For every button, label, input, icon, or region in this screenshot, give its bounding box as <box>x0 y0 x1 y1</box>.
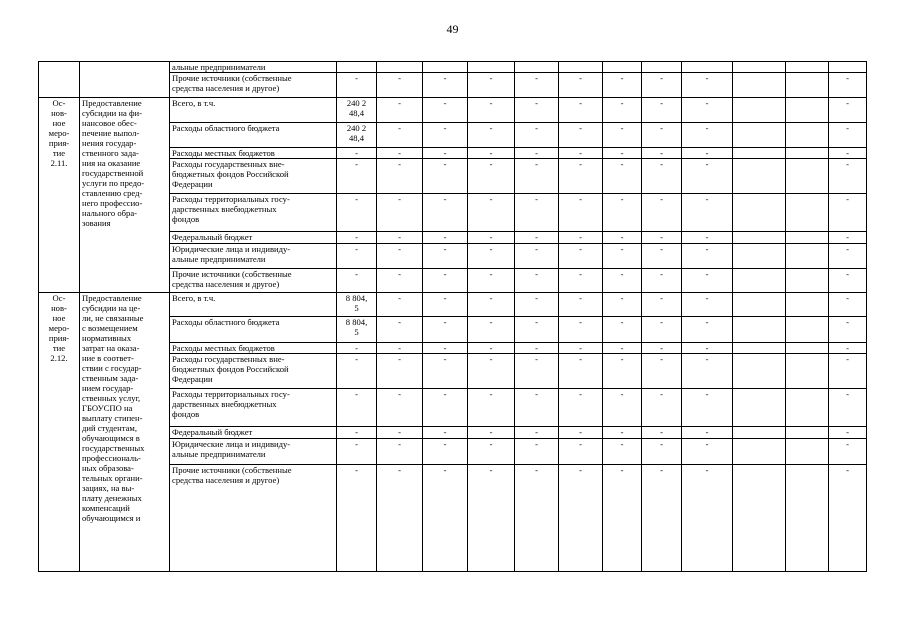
value-cell: - <box>468 148 515 159</box>
value-cell: - <box>682 232 733 244</box>
value-cell: - <box>377 439 423 465</box>
total-cell: - <box>337 73 377 98</box>
funding-source-cell: Расходы областного бюджета <box>170 123 337 148</box>
value-cell: - <box>468 317 515 343</box>
value-cell: - <box>468 232 515 244</box>
value-cell: - <box>515 389 559 427</box>
value-cell: - <box>603 73 642 98</box>
value-cell <box>733 159 786 194</box>
total-cell: - <box>337 439 377 465</box>
value-cell: - <box>423 427 468 439</box>
value-cell: - <box>829 293 867 317</box>
funding-source-cell: Расходы государственных вне- бюджетных фондов Российской Федерации <box>170 159 337 194</box>
value-cell: - <box>515 244 559 269</box>
value-cell: - <box>682 389 733 427</box>
value-cell: - <box>515 354 559 389</box>
value-cell: - <box>829 232 867 244</box>
value-cell: - <box>377 244 423 269</box>
value-cell: - <box>829 354 867 389</box>
total-cell: - <box>337 244 377 269</box>
value-cell: - <box>603 148 642 159</box>
value-cell: - <box>603 232 642 244</box>
value-cell: - <box>468 389 515 427</box>
value-cell: - <box>515 73 559 98</box>
value-cell: - <box>515 293 559 317</box>
value-cell: - <box>468 293 515 317</box>
value-cell <box>733 465 786 572</box>
value-cell: - <box>468 159 515 194</box>
total-cell: - <box>337 427 377 439</box>
activity-name-cell <box>80 62 170 98</box>
value-cell: - <box>559 427 603 439</box>
total-cell: - <box>337 148 377 159</box>
value-cell <box>733 269 786 293</box>
funding-source-cell: Юридические лица и индивиду- альные предприниматели <box>170 244 337 269</box>
value-cell: - <box>682 194 733 232</box>
value-cell: - <box>515 269 559 293</box>
value-cell <box>733 439 786 465</box>
value-cell: - <box>423 73 468 98</box>
value-cell: - <box>377 269 423 293</box>
activity-number-cell: Ос- нов- ное меро- прия- тие 2.11. <box>39 98 80 293</box>
value-cell <box>733 123 786 148</box>
value-cell <box>733 317 786 343</box>
value-cell: - <box>559 343 603 354</box>
value-cell: - <box>682 244 733 269</box>
total-cell: - <box>337 389 377 427</box>
value-cell <box>786 62 829 73</box>
value-cell: - <box>603 159 642 194</box>
value-cell: - <box>515 98 559 123</box>
value-cell <box>682 62 733 73</box>
value-cell <box>733 194 786 232</box>
value-cell: - <box>423 354 468 389</box>
value-cell: - <box>377 123 423 148</box>
value-cell: - <box>682 148 733 159</box>
value-cell: - <box>829 465 867 572</box>
value-cell: - <box>603 389 642 427</box>
activity-number-cell: Ос- нов- ное меро- прия- тие 2.12. <box>39 293 80 572</box>
value-cell: - <box>829 159 867 194</box>
value-cell <box>377 62 423 73</box>
value-cell: - <box>377 354 423 389</box>
value-cell: - <box>603 343 642 354</box>
value-cell: - <box>377 98 423 123</box>
value-cell: - <box>377 317 423 343</box>
total-cell: - <box>337 465 377 572</box>
value-cell <box>786 232 829 244</box>
value-cell <box>642 62 682 73</box>
value-cell: - <box>682 73 733 98</box>
value-cell <box>786 73 829 98</box>
value-cell: - <box>603 317 642 343</box>
value-cell: - <box>515 159 559 194</box>
value-cell: - <box>603 244 642 269</box>
funding-source-cell: альные предприниматели <box>170 62 337 73</box>
value-cell <box>786 194 829 232</box>
value-cell <box>559 62 603 73</box>
value-cell: - <box>468 465 515 572</box>
value-cell: - <box>423 317 468 343</box>
value-cell: - <box>377 293 423 317</box>
value-cell: - <box>559 232 603 244</box>
value-cell: - <box>468 98 515 123</box>
funding-source-cell: Прочие источники (собственные средства населения и другое) <box>170 73 337 98</box>
value-cell: - <box>829 194 867 232</box>
value-cell: - <box>468 427 515 439</box>
value-cell <box>786 244 829 269</box>
total-cell: 240 2 48,4 <box>337 123 377 148</box>
value-cell: - <box>377 465 423 572</box>
value-cell: - <box>642 293 682 317</box>
funding-source-cell: Федеральный бюджет <box>170 232 337 244</box>
value-cell <box>733 244 786 269</box>
value-cell <box>786 148 829 159</box>
value-cell: - <box>515 194 559 232</box>
funding-source-cell: Расходы государственных вне- бюджетных фондов Российской Федерации <box>170 354 337 389</box>
value-cell: - <box>468 194 515 232</box>
value-cell <box>786 343 829 354</box>
total-cell: 8 804, 5 <box>337 293 377 317</box>
value-cell: - <box>642 465 682 572</box>
value-cell: - <box>829 317 867 343</box>
value-cell: - <box>642 73 682 98</box>
value-cell: - <box>377 427 423 439</box>
value-cell: - <box>377 389 423 427</box>
value-cell: - <box>559 194 603 232</box>
value-cell: - <box>515 148 559 159</box>
value-cell: - <box>829 269 867 293</box>
page-number: 49 <box>446 22 459 36</box>
value-cell: - <box>829 123 867 148</box>
funding-source-cell: Федеральный бюджет <box>170 427 337 439</box>
value-cell: - <box>829 343 867 354</box>
value-cell <box>786 354 829 389</box>
value-cell: - <box>515 232 559 244</box>
value-cell: - <box>468 73 515 98</box>
total-cell: - <box>337 232 377 244</box>
funding-source-cell: Прочие источники (собственные средства населения и другое) <box>170 269 337 293</box>
value-cell <box>733 148 786 159</box>
value-cell: - <box>642 439 682 465</box>
value-cell: - <box>682 427 733 439</box>
value-cell: - <box>682 354 733 389</box>
value-cell: - <box>603 427 642 439</box>
funding-source-cell: Прочие источники (собственные средства населения и другое) <box>170 465 337 572</box>
value-cell <box>733 354 786 389</box>
value-cell <box>733 98 786 123</box>
value-cell: - <box>603 123 642 148</box>
value-cell: - <box>423 123 468 148</box>
total-cell: - <box>337 159 377 194</box>
value-cell: - <box>423 439 468 465</box>
value-cell: - <box>515 317 559 343</box>
value-cell: - <box>559 293 603 317</box>
value-cell: - <box>559 465 603 572</box>
total-cell: - <box>337 194 377 232</box>
value-cell: - <box>642 317 682 343</box>
funding-source-cell: Расходы местных бюджетов <box>170 343 337 354</box>
value-cell: - <box>377 194 423 232</box>
value-cell: - <box>642 194 682 232</box>
funding-source-cell: Всего, в т.ч. <box>170 98 337 123</box>
value-cell: - <box>642 123 682 148</box>
value-cell: - <box>829 73 867 98</box>
value-cell: - <box>603 439 642 465</box>
value-cell <box>603 62 642 73</box>
value-cell <box>786 439 829 465</box>
activity-cell <box>39 62 80 98</box>
value-cell: - <box>468 269 515 293</box>
value-cell <box>733 62 786 73</box>
value-cell <box>829 62 867 73</box>
value-cell: - <box>603 269 642 293</box>
value-cell: - <box>377 232 423 244</box>
funding-source-cell: Расходы местных бюджетов <box>170 148 337 159</box>
value-cell: - <box>642 269 682 293</box>
value-cell: - <box>829 389 867 427</box>
value-cell: - <box>559 317 603 343</box>
value-cell <box>733 293 786 317</box>
value-cell: - <box>829 244 867 269</box>
value-cell: - <box>423 293 468 317</box>
value-cell: - <box>603 354 642 389</box>
value-cell: - <box>515 123 559 148</box>
value-cell: - <box>829 427 867 439</box>
value-cell <box>786 269 829 293</box>
value-cell <box>786 389 829 427</box>
value-cell <box>786 123 829 148</box>
value-cell: - <box>642 232 682 244</box>
value-cell: - <box>423 148 468 159</box>
value-cell: - <box>829 439 867 465</box>
value-cell <box>733 389 786 427</box>
value-cell: - <box>642 343 682 354</box>
total-cell: - <box>337 354 377 389</box>
value-cell: - <box>829 98 867 123</box>
value-cell: - <box>829 148 867 159</box>
value-cell: - <box>423 232 468 244</box>
value-cell: - <box>515 465 559 572</box>
funding-source-cell: Юридические лица и индивиду- альные предприниматели <box>170 439 337 465</box>
value-cell: - <box>559 389 603 427</box>
value-cell: - <box>559 439 603 465</box>
value-cell <box>468 62 515 73</box>
budget-table-body <box>39 62 867 572</box>
value-cell: - <box>682 465 733 572</box>
value-cell: - <box>559 73 603 98</box>
value-cell <box>786 317 829 343</box>
value-cell <box>786 427 829 439</box>
value-cell: - <box>423 269 468 293</box>
activity-name-cell: Предоставление субсидии на фи- нансовое обес- печение выпол- нения государ- ственного зада- ния на оказание государственной услуги по предо- ставлению сред- него профессио- нального обра- зования <box>80 98 170 293</box>
value-cell: - <box>559 98 603 123</box>
table-row <box>39 293 867 317</box>
value-cell: - <box>377 343 423 354</box>
value-cell <box>423 62 468 73</box>
value-cell <box>733 427 786 439</box>
value-cell: - <box>603 98 642 123</box>
funding-source-cell: Расходы территориальных госу- дарственных внебюджетных фондов <box>170 389 337 427</box>
funding-source-cell: Расходы областного бюджета <box>170 317 337 343</box>
value-cell: - <box>682 439 733 465</box>
value-cell: - <box>559 159 603 194</box>
value-cell: - <box>603 194 642 232</box>
value-cell: - <box>559 269 603 293</box>
value-cell: - <box>682 269 733 293</box>
budget-table <box>38 61 867 572</box>
value-cell: - <box>423 159 468 194</box>
value-cell <box>733 343 786 354</box>
table-row <box>39 98 867 123</box>
value-cell: - <box>559 244 603 269</box>
value-cell: - <box>642 244 682 269</box>
total-cell: 240 2 48,4 <box>337 98 377 123</box>
value-cell: - <box>423 98 468 123</box>
value-cell: - <box>642 98 682 123</box>
value-cell: - <box>515 343 559 354</box>
funding-source-cell: Всего, в т.ч. <box>170 293 337 317</box>
value-cell <box>786 159 829 194</box>
value-cell: - <box>377 159 423 194</box>
value-cell: - <box>423 389 468 427</box>
value-cell: - <box>682 317 733 343</box>
value-cell: - <box>468 439 515 465</box>
value-cell: - <box>559 123 603 148</box>
total-cell <box>337 62 377 73</box>
value-cell: - <box>423 194 468 232</box>
value-cell: - <box>642 354 682 389</box>
value-cell <box>515 62 559 73</box>
activity-name-cell: Предоставление субсидии на це- ли, не связанные с возмещением нормативных затрат на оказа- ние в соответ- ствии с государ- ственным зада- нием государ- ственных услуг, ГБОУСПО на выплату стипен- дий студентам, обучающимся в государственных профессиональ- ных образова- тельных органи- зациях, на вы- плату денежных компенсаций обучающимся и <box>80 293 170 572</box>
total-cell: - <box>337 269 377 293</box>
value-cell: - <box>377 73 423 98</box>
value-cell: - <box>682 123 733 148</box>
value-cell: - <box>603 293 642 317</box>
value-cell: - <box>468 123 515 148</box>
value-cell: - <box>642 389 682 427</box>
value-cell <box>786 465 829 572</box>
value-cell: - <box>423 465 468 572</box>
value-cell: - <box>515 439 559 465</box>
value-cell: - <box>468 343 515 354</box>
value-cell <box>733 73 786 98</box>
value-cell: - <box>642 159 682 194</box>
value-cell <box>733 232 786 244</box>
value-cell <box>786 98 829 123</box>
value-cell: - <box>377 148 423 159</box>
total-cell: - <box>337 343 377 354</box>
value-cell: - <box>423 244 468 269</box>
value-cell: - <box>642 148 682 159</box>
value-cell: - <box>682 98 733 123</box>
total-cell: 8 804, 5 <box>337 317 377 343</box>
table-row <box>39 62 867 73</box>
value-cell: - <box>682 293 733 317</box>
value-cell: - <box>603 465 642 572</box>
value-cell: - <box>559 148 603 159</box>
funding-source-cell: Расходы территориальных госу- дарственных внебюджетных фондов <box>170 194 337 232</box>
value-cell: - <box>468 244 515 269</box>
value-cell: - <box>682 343 733 354</box>
value-cell: - <box>515 427 559 439</box>
value-cell: - <box>468 354 515 389</box>
value-cell: - <box>559 354 603 389</box>
value-cell: - <box>423 343 468 354</box>
value-cell: - <box>642 427 682 439</box>
value-cell: - <box>682 159 733 194</box>
value-cell <box>786 293 829 317</box>
